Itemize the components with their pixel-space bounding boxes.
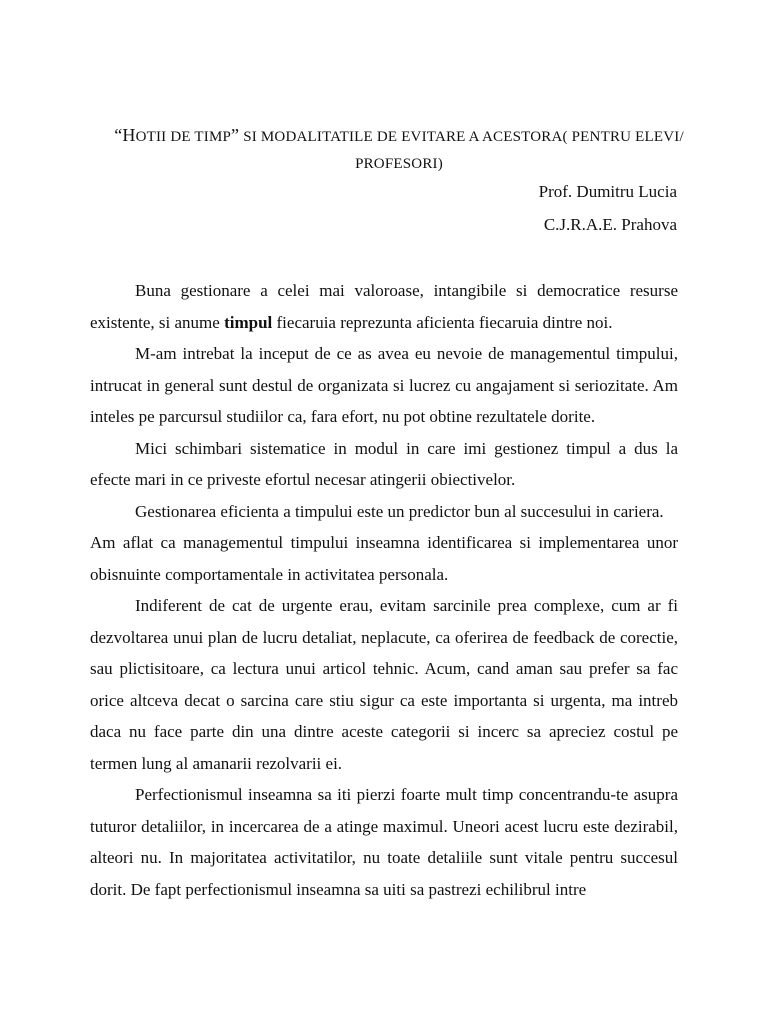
title-quote-close: ” (231, 125, 240, 145)
paragraph-6: Indiferent de cat de urgente erau, evitam sarcinile prea complexe, cum ar fi dezvoltarea unui plan de lucru detaliat, neplacute, ca oferirea de feedback de corectie, sau plictisitoare, ca lectura unui articol tehnic. Acum, cand aman sau prefer sa fac orice altceva decat o sarcina care stiu sigur ca este importanta si urgenta, ma intreb daca nu face parte din una dintre aceste categorii si incerc sa apreciez costul pe termen lung al amanarii rezolvarii ei. (90, 596, 678, 773)
title-initial-h: H (122, 125, 136, 145)
document-title-line-1 (60, 126, 738, 146)
title-segment-hotii: OTII DE TIMP (135, 129, 232, 145)
paragraph-4: Gestionarea eficienta a timpului este un predictor bun al succesului in cariera. (135, 501, 664, 521)
paragraph-3: Mici schimbari sistematice in modul in care imi gestionez timpul a dus la efecte mari in ce priveste efortul necesar atingerii obiectivelor. (90, 438, 678, 489)
paragraph-1-bold-word: timpul (224, 312, 273, 332)
paragraph-5: Am aflat ca managementul timpului inseamna identificarea si implementarea unor obisnuinte comportamentale in activitatea personala. (90, 533, 678, 584)
paragraph-7: Perfectionismul inseamna sa iti pierzi foarte mult timp concentrandu-te asupra tuturor detaliilor, in incercarea de a atinge maximul. Uneori acest lucru este dezirabil, alteori nu. In majoritatea activitatilor, nu toate detaliile sunt vitale pentru succesul dorit. De fapt perfectionismul inseamna sa uiti sa pastrezi echilibrul intre (90, 785, 678, 899)
document-body (90, 275, 678, 905)
title-segment-rest: SI MODALITATILE DE EVITARE A ACESTORA( PENTRU ELEVI/ (239, 129, 684, 145)
title-quote-open: “ (114, 125, 123, 145)
paragraph-1-end: fiecaruia reprezunta aficienta fiecaruia dintre noi. (272, 312, 613, 332)
author-institution: C.J.R.A.E. Prahova (543, 215, 677, 234)
paragraph-2: M-am intrebat la inceput de ce as avea eu nevoie de managementul timpului, intrucat in general sunt destul de organizata si lucrez cu angajament si seriozitate. Am inteles pe parcursul studiilor ca, fara efort, nu pot obtine rezultatele dorite. (90, 344, 678, 426)
paragraph-1-start: Buna gestionare a celei mai valoroase, intangibile si democratice resurse existente, si anume (90, 281, 678, 332)
author-name: Prof. Dumitru Lucia (538, 182, 677, 201)
document-title-line-2: PROFESORI) (355, 156, 443, 172)
paragraph-1 (90, 275, 678, 338)
